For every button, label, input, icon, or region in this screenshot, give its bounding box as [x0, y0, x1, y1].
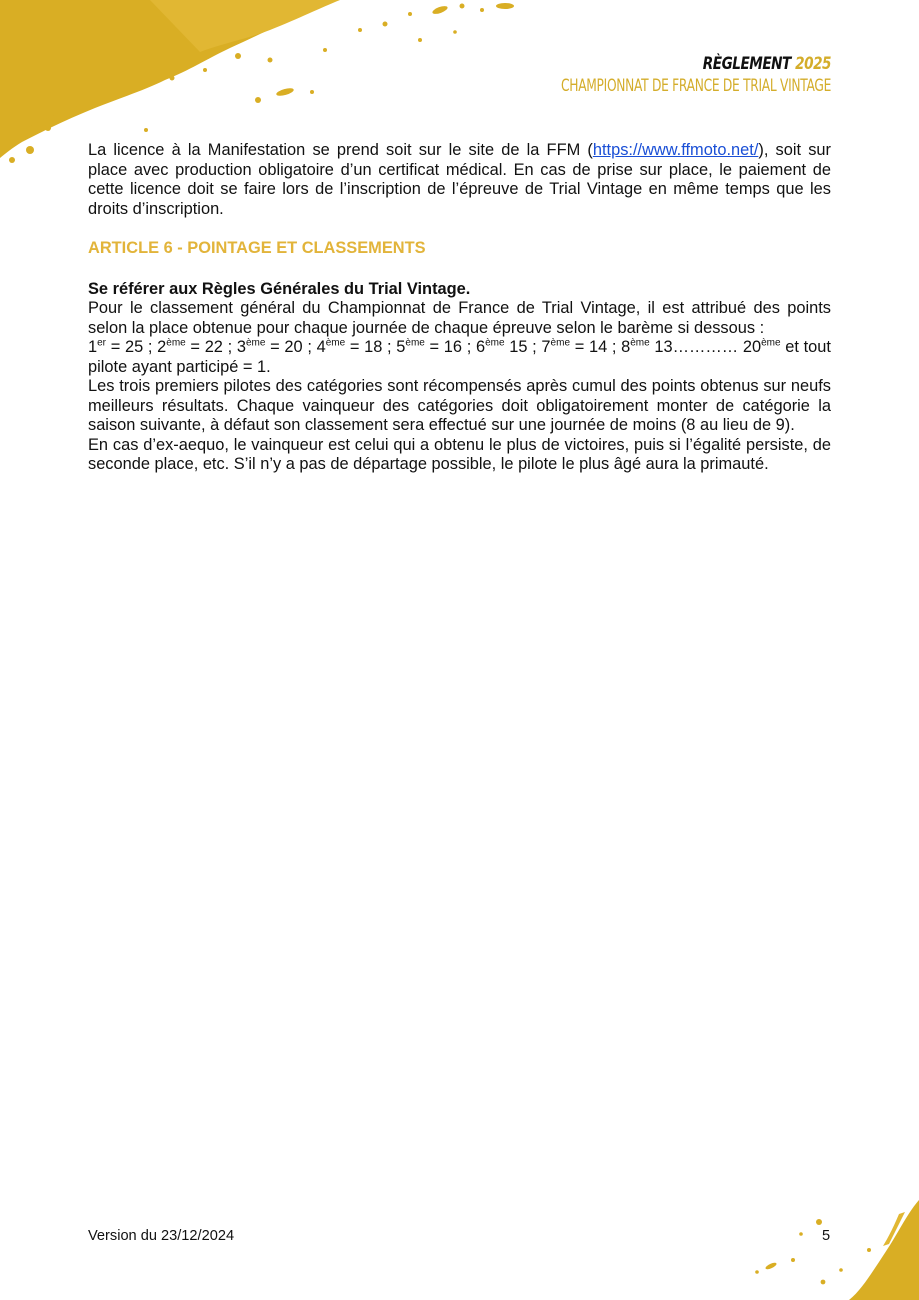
- article-6-refer: Se référer aux Règles Générales du Trial Vintage.: [88, 279, 471, 298]
- points-scale: 1er = 25 ; 2ème = 22 ; 3ème = 20 ; 4ème = 18 ; 5ème = 16 ; 6ème 15 ; 7ème = 14 ; 8ème 13………… 20ème et tout pilote ayant participé = 1.: [88, 337, 831, 376]
- page-number: 5: [822, 1228, 831, 1244]
- header-subtitle: CHAMPIONNAT DE FRANCE DE TRIAL VINTAGE: [560, 75, 831, 96]
- article-6-heading: ARTICLE 6 - POINTAGE ET CLASSEMENTS: [88, 239, 426, 257]
- header-title-year: 2025: [795, 54, 831, 74]
- ffmoto-link[interactable]: https://www.ffmoto.net/: [592, 141, 759, 159]
- tie-break-paragraph: En cas d’ex-aequo, le vainqueur est celui qui a obtenu le plus de victoires, puis si l’égalité persiste, de seconde place, etc. S’il n’y a pas de départage possible, le pilote le plus âgé aura la primauté.: [88, 435, 831, 473]
- document-header: [456, 56, 831, 96]
- header-title: [531, 56, 831, 74]
- licence-paragraph: La licence à la Manifestation se prend soit sur le site de la FFM (https://www.ffmoto.net/), soit sur place avec production obligatoire d’un certificat médical. En cas de prise sur place, le paiement de cette licence doit se faire lors de l’inscription de l’épreuve de Trial Vintage en même temps que les droits d’inscription.: [88, 141, 831, 218]
- document-body: [88, 141, 831, 475]
- brush-splash-bottom-decoration: [749, 1200, 919, 1300]
- header-title-main: RÈGLEMENT: [702, 54, 791, 74]
- article-6-intro: Pour le classement général du Championnat de France de Trial Vintage, il est attribué des points selon la place obtenue pour chaque journée de chaque épreuve selon le barème si dessous :: [88, 299, 831, 337]
- awards-paragraph: Les trois premiers pilotes des catégories sont récompensés après cumul des points obtenus sur neufs meilleurs résultats. Chaque vainqueur des catégories doit obligatoirement monter de catégorie la saison suivante, à défaut son classement sera effectué sur une journée de moins (8 au lieu de 9).: [88, 377, 831, 434]
- footer-version: Version du 23/12/2024: [88, 1228, 235, 1244]
